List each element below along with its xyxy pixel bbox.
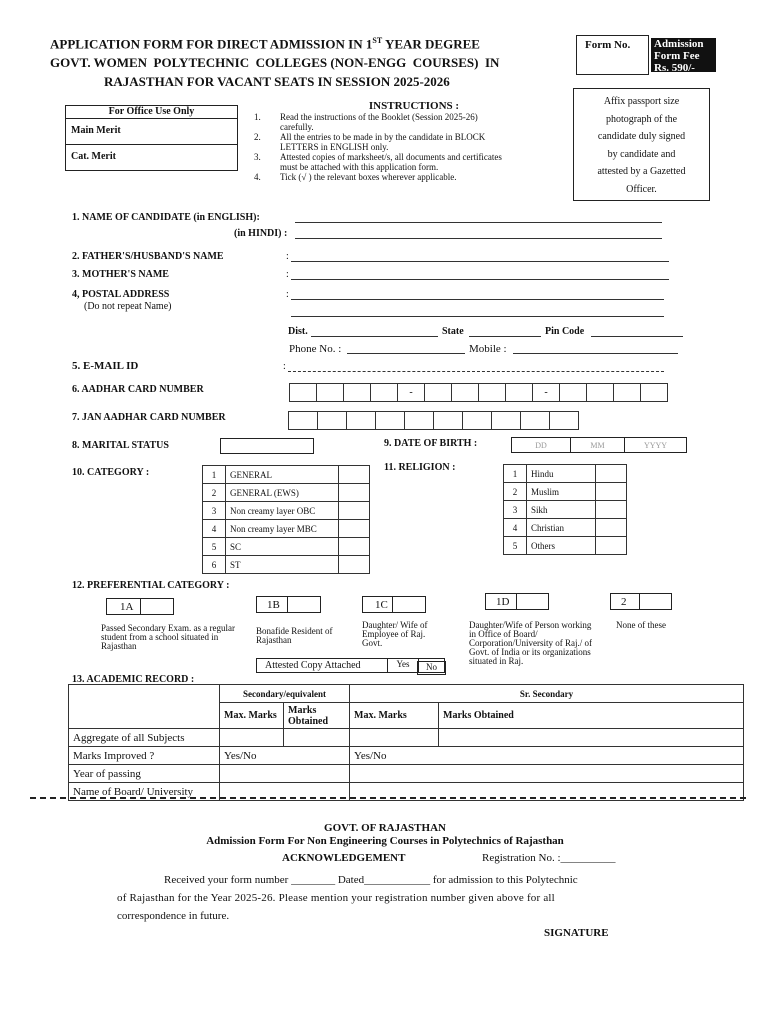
photo-text-6: Officer. bbox=[626, 183, 657, 195]
instruction-number: 2. bbox=[254, 132, 261, 142]
dist-label: Dist. bbox=[288, 326, 308, 337]
category-row bbox=[203, 484, 370, 502]
aadhar-digit[interactable] bbox=[290, 384, 317, 402]
category-tick-box[interactable] bbox=[339, 484, 370, 502]
photo-text-1: Affix passport size bbox=[603, 96, 680, 107]
category-number: 4 bbox=[203, 520, 226, 538]
jan-aadhar-digit[interactable] bbox=[347, 412, 376, 430]
religion-number: 2 bbox=[504, 483, 527, 501]
ack-subtitle: Admission Form For Non Engineering Courses in Polytechnics of Rajasthan bbox=[206, 835, 564, 847]
aadhar-digit[interactable] bbox=[614, 384, 641, 402]
religion-number: 3 bbox=[504, 501, 527, 519]
aadhar-digit[interactable] bbox=[560, 384, 587, 402]
ack-govt: GOVT. OF RAJASTHAN bbox=[324, 822, 446, 834]
ack-heading: ACKNOWLEDGEMENT bbox=[282, 852, 406, 864]
religion-label: Hindu bbox=[527, 465, 596, 483]
religion-number: 5 bbox=[504, 537, 527, 555]
attested-no[interactable]: No bbox=[417, 661, 446, 675]
religion-label: Others bbox=[527, 537, 596, 555]
pref-2-label: 2 bbox=[621, 596, 627, 608]
category-label: Non creamy layer OBC bbox=[226, 502, 339, 520]
photo-box[interactable] bbox=[573, 88, 710, 201]
cut-line bbox=[30, 797, 746, 799]
instruction-text: All the entries to be made in by the candidate in BLOCK LETTERS in ENGLISH only. bbox=[280, 132, 486, 152]
academic-row-label: Year of passing bbox=[69, 765, 220, 783]
religion-tick-box[interactable] bbox=[596, 501, 627, 519]
phone-label: Phone No. : bbox=[289, 343, 342, 355]
mother-colon: : bbox=[286, 269, 289, 280]
dob-mm[interactable]: MM bbox=[571, 438, 625, 452]
pref-2-box[interactable] bbox=[610, 593, 672, 610]
pref-1b-label: 1B bbox=[267, 599, 280, 611]
religion-tick-box[interactable] bbox=[596, 537, 627, 555]
address-line-1[interactable] bbox=[291, 299, 664, 300]
state-field[interactable] bbox=[469, 336, 541, 337]
instruction-number: 1. bbox=[254, 112, 261, 122]
instruction-text: Read the instructions of the Booklet (Session 2025-26) carefully. bbox=[280, 112, 478, 132]
photo-text-5: attested by a Gazetted bbox=[597, 166, 686, 177]
category-tick-box[interactable] bbox=[339, 502, 370, 520]
secondary-marks-obtained-header: Marks Obtained bbox=[284, 703, 350, 729]
religion-row bbox=[504, 501, 627, 519]
jan-aadhar-digit[interactable] bbox=[521, 412, 550, 430]
title-line-1: APPLICATION FORM FOR DIRECT ADMISSION IN 1ST YEAR DEGREE bbox=[50, 36, 480, 52]
fee-badge bbox=[651, 38, 716, 72]
photo-text-3: candidate duly signed bbox=[597, 131, 686, 142]
religion-label: Sikh bbox=[527, 501, 596, 519]
religion-label: Muslim bbox=[527, 483, 596, 501]
category-row bbox=[203, 520, 370, 538]
pin-code-field[interactable] bbox=[591, 336, 683, 337]
academic-corner bbox=[69, 685, 220, 729]
academic-row-label: Name of Board/ University bbox=[69, 783, 220, 801]
category-table bbox=[202, 465, 370, 574]
religion-number: 4 bbox=[504, 519, 527, 537]
category-label: 10. CATEGORY : bbox=[72, 467, 150, 478]
pref-1c-desc: Daughter/ Wife of Employee of Raj. Govt. bbox=[362, 620, 428, 648]
form-number-box[interactable] bbox=[576, 35, 649, 75]
pref-1a-box[interactable] bbox=[106, 598, 174, 615]
aadhar-digit[interactable] bbox=[425, 384, 452, 402]
dob-label: 9. DATE OF BIRTH : bbox=[384, 438, 478, 449]
aadhar-separator: - bbox=[533, 384, 560, 402]
academic-cell[interactable] bbox=[350, 729, 439, 747]
instructions-title: INSTRUCTIONS : bbox=[368, 100, 460, 112]
email-label: 5. E-MAIL ID bbox=[72, 360, 139, 372]
form-number-label: Form No. bbox=[585, 39, 631, 51]
marital-status-label: 8. MARITAL STATUS bbox=[72, 440, 169, 451]
religion-row bbox=[504, 483, 627, 501]
religion-label: 11. RELIGION : bbox=[384, 462, 456, 473]
office-use-title: For Office Use Only bbox=[66, 106, 237, 119]
category-number: 2 bbox=[203, 484, 226, 502]
aadhar-digit[interactable] bbox=[344, 384, 371, 402]
email-colon: : bbox=[283, 361, 286, 372]
academic-cell[interactable] bbox=[439, 729, 744, 747]
category-number: 5 bbox=[203, 538, 226, 556]
attested-yes[interactable]: Yes bbox=[387, 658, 419, 673]
aadhar-digit[interactable] bbox=[371, 384, 398, 402]
religion-tick-box[interactable] bbox=[596, 519, 627, 537]
mobile-field[interactable] bbox=[513, 353, 678, 354]
name-hindi-label: (in HINDI) : bbox=[234, 228, 288, 239]
mother-name-label: 3. MOTHER'S NAME bbox=[72, 269, 169, 280]
pref-1c-box[interactable] bbox=[362, 596, 426, 613]
secondary-header: Secondary/equivalent bbox=[220, 685, 350, 703]
academic-row-label: Aggregate of all Subjects bbox=[69, 729, 220, 747]
address-note: (Do not repeat Name) bbox=[84, 301, 172, 312]
pref-1d-box[interactable] bbox=[485, 593, 549, 610]
preferential-title: 12. PREFERENTIAL CATEGORY : bbox=[72, 580, 230, 591]
instruction-number: 4. bbox=[254, 172, 261, 182]
aadhar-separator: - bbox=[398, 384, 425, 402]
pref-1a-label: 1A bbox=[120, 601, 134, 613]
jan-aadhar-digit[interactable] bbox=[318, 412, 347, 430]
aadhar-digit[interactable] bbox=[452, 384, 479, 402]
pref-1d-desc: Daughter/Wife of Person working in Office of Board/ Corporation/University of Raj./ of Govt. of India or its organizations situated in Raj. bbox=[469, 620, 592, 666]
jan-aadhar-digit[interactable] bbox=[405, 412, 434, 430]
name-english-field[interactable] bbox=[295, 222, 662, 223]
jan-aadhar-digit[interactable] bbox=[492, 412, 521, 430]
aadhar-digit[interactable] bbox=[641, 384, 668, 402]
pref-1c-label: 1C bbox=[375, 599, 388, 611]
aadhar-digit[interactable] bbox=[587, 384, 614, 402]
aadhar-digit[interactable] bbox=[317, 384, 344, 402]
address-line-2[interactable] bbox=[291, 316, 664, 317]
pref-2-desc: None of these bbox=[616, 620, 666, 630]
category-label: Non creamy layer MBC bbox=[226, 520, 339, 538]
academic-title: 13. ACADEMIC RECORD : bbox=[72, 674, 195, 685]
instruction-number: 3. bbox=[254, 152, 261, 162]
ack-para-1: Received your form number ________ Dated____________ for admission to this Polytechnic bbox=[164, 874, 578, 886]
instructions bbox=[254, 100, 554, 182]
fee-line-3: Rs. 590/- bbox=[654, 62, 695, 74]
name-hindi-field[interactable] bbox=[295, 238, 662, 239]
category-label: SC bbox=[226, 538, 339, 556]
instruction-text: Tick (√ ) the relevant boxes wherever applicable. bbox=[280, 172, 457, 182]
pref-1b-box[interactable] bbox=[256, 596, 321, 613]
academic-cell[interactable] bbox=[284, 729, 350, 747]
religion-row bbox=[504, 537, 627, 555]
office-use-box bbox=[65, 105, 238, 171]
religion-number: 1 bbox=[504, 465, 527, 483]
title-line-3: RAJASTHAN FOR VACANT SEATS IN SESSION 2025-2026 bbox=[104, 74, 450, 90]
category-number: 3 bbox=[203, 502, 226, 520]
religion-row bbox=[504, 519, 627, 537]
category-tick-box[interactable] bbox=[339, 556, 370, 574]
email-field[interactable] bbox=[288, 371, 664, 372]
instruction-item bbox=[254, 152, 554, 172]
ack-registration-no: Registration No. :__________ bbox=[482, 852, 616, 864]
pref-1a-desc: Passed Secondary Exam. as a regular student from a school situated in Rajasthan bbox=[101, 623, 235, 651]
jan-aadhar-digit[interactable] bbox=[289, 412, 318, 430]
sr-max-marks-header: Max. Marks bbox=[350, 703, 439, 729]
ack-para-3: correspondence in future. bbox=[117, 910, 230, 922]
state-label: State bbox=[442, 326, 464, 337]
father-name-label: 2. FATHER'S/HUSBAND'S NAME bbox=[72, 251, 224, 262]
instructions-list bbox=[254, 112, 554, 182]
aadhar-digit[interactable] bbox=[479, 384, 506, 402]
father-colon: : bbox=[286, 251, 289, 262]
category-tick-box[interactable] bbox=[339, 466, 370, 484]
pin-code-label: Pin Code bbox=[545, 326, 585, 337]
category-row bbox=[203, 556, 370, 574]
pref-1b-desc: Bonafide Resident of Rajasthan bbox=[256, 626, 333, 645]
father-name-field[interactable] bbox=[291, 261, 669, 262]
sr-marks-obtained-header: Marks Obtained bbox=[439, 703, 744, 729]
fee-line-1: Admission bbox=[654, 38, 704, 50]
religion-tick-box[interactable] bbox=[596, 465, 627, 483]
academic-table bbox=[68, 684, 744, 801]
address-colon: : bbox=[286, 289, 289, 300]
category-number: 6 bbox=[203, 556, 226, 574]
name-english-label: 1. NAME OF CANDIDATE (in ENGLISH): bbox=[72, 212, 260, 223]
ack-signature: SIGNATURE bbox=[544, 927, 609, 939]
aadhar-grid[interactable] bbox=[289, 383, 668, 402]
instruction-text: Attested copies of marksheet/s, all documents and certificates must be attached with this application form. bbox=[280, 152, 502, 172]
dob-yyyy[interactable]: YYYY bbox=[643, 441, 668, 450]
pref-1d-label: 1D bbox=[496, 596, 510, 608]
form-title bbox=[50, 31, 570, 91]
dob-field[interactable] bbox=[511, 437, 687, 453]
mother-name-field[interactable] bbox=[291, 279, 669, 280]
photo-text-2: photograph of the bbox=[605, 113, 678, 125]
jan-aadhar-digit[interactable] bbox=[376, 412, 405, 430]
category-number: 1 bbox=[203, 466, 226, 484]
academic-cell[interactable] bbox=[350, 765, 744, 783]
religion-label: Christian bbox=[527, 519, 596, 537]
attested-copy-box bbox=[256, 658, 445, 673]
attested-copy-label: Attested Copy Attached bbox=[265, 660, 361, 671]
fee-line-2: Form Fee bbox=[654, 50, 700, 62]
ack-para-2: of Rajasthan for the Year 2025-26. Please mention your registration number given above for all bbox=[117, 892, 555, 904]
jan-aadhar-label: 7. JAN AADHAR CARD NUMBER bbox=[72, 412, 226, 423]
instruction-item bbox=[254, 112, 554, 132]
secondary-max-marks-header: Max. Marks bbox=[220, 703, 284, 729]
postal-address-label: 4, POSTAL ADDRESS bbox=[72, 289, 170, 300]
category-tick-box[interactable] bbox=[339, 538, 370, 556]
instruction-item bbox=[254, 172, 554, 182]
photo-text-4: by candidate and bbox=[607, 148, 676, 160]
jan-aadhar-digit[interactable] bbox=[434, 412, 463, 430]
category-row bbox=[203, 538, 370, 556]
category-label: GENERAL bbox=[226, 466, 339, 484]
marital-status-field[interactable] bbox=[220, 438, 314, 454]
category-label: ST bbox=[226, 556, 339, 574]
jan-aadhar-digit[interactable] bbox=[550, 412, 579, 430]
academic-cell[interactable] bbox=[220, 729, 284, 747]
phone-field[interactable] bbox=[347, 353, 465, 354]
main-merit-label: Main Merit bbox=[71, 125, 121, 136]
aadhar-digit[interactable] bbox=[506, 384, 533, 402]
mobile-label: Mobile : bbox=[469, 343, 507, 355]
religion-row bbox=[504, 465, 627, 483]
cat-merit-label: Cat. Merit bbox=[71, 151, 116, 162]
jan-aadhar-grid[interactable] bbox=[288, 411, 579, 430]
academic-cell[interactable]: Yes/No bbox=[220, 747, 350, 765]
jan-aadhar-digit[interactable] bbox=[463, 412, 492, 430]
category-label: GENERAL (EWS) bbox=[226, 484, 339, 502]
academic-cell[interactable] bbox=[220, 765, 350, 783]
academic-cell[interactable]: Yes/No bbox=[350, 747, 744, 765]
sr-secondary-header: Sr. Secondary bbox=[350, 685, 744, 703]
aadhar-label: 6. AADHAR CARD NUMBER bbox=[72, 384, 204, 395]
category-row bbox=[203, 502, 370, 520]
dob-dd[interactable]: DD bbox=[512, 438, 571, 452]
academic-row-label: Marks Improved ? bbox=[69, 747, 220, 765]
instruction-item bbox=[254, 132, 554, 152]
category-tick-box[interactable] bbox=[339, 520, 370, 538]
dist-field[interactable] bbox=[311, 336, 438, 337]
religion-tick-box[interactable] bbox=[596, 483, 627, 501]
category-row bbox=[203, 466, 370, 484]
religion-table bbox=[503, 464, 627, 555]
title-line-2: GOVT. WOMEN POLYTECHNIC COLLEGES (NON-ENGG COURSES) IN bbox=[50, 55, 500, 71]
